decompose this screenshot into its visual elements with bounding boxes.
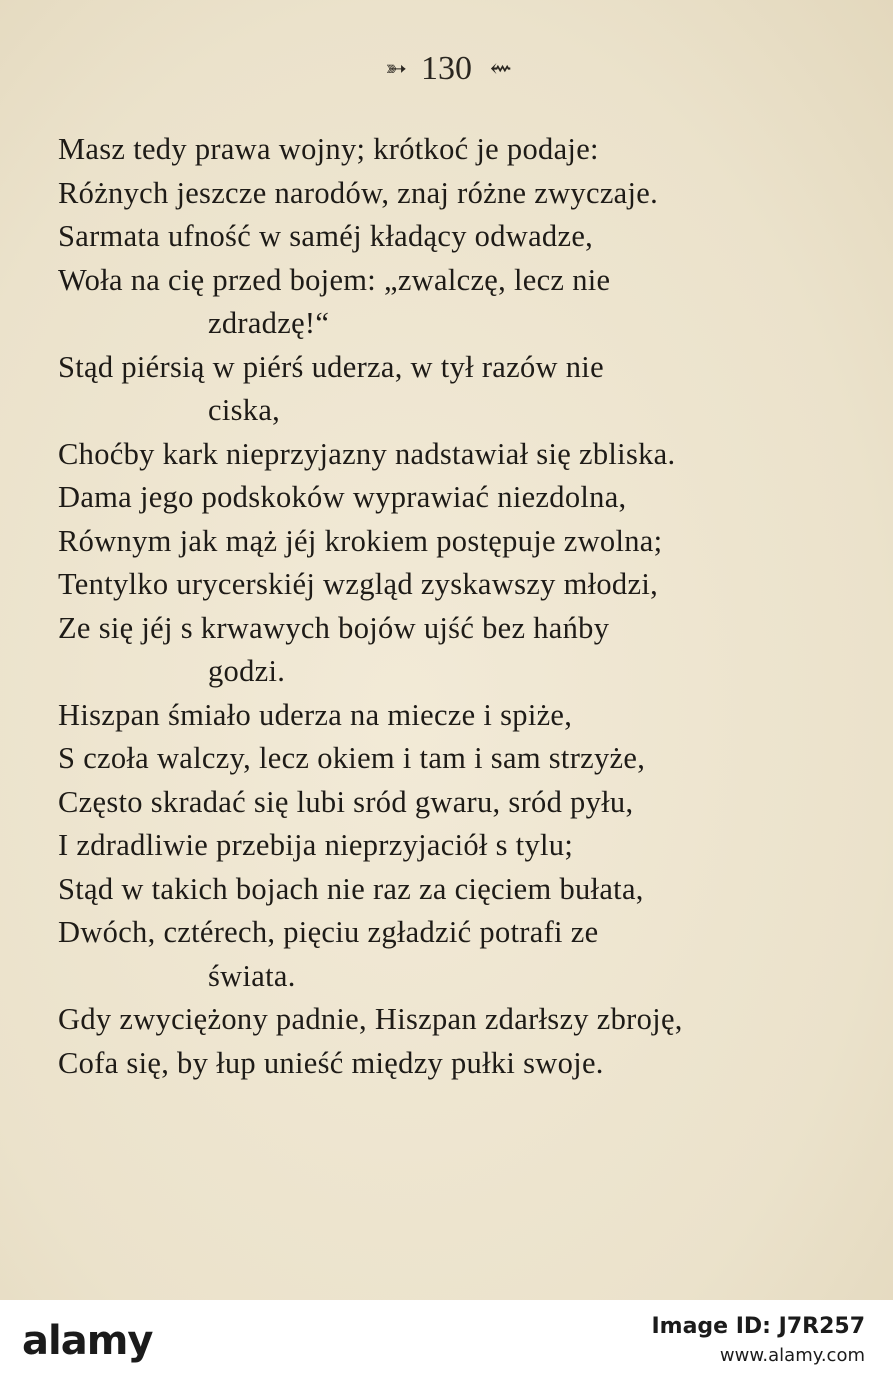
- poem-line: S czoła walczy, lecz okiem i tam i sam strzyże,: [58, 741, 646, 775]
- poem-line: Tentylko urycerskiéj wzgląd zyskawszy młodzi,: [58, 567, 659, 601]
- left-ornament-icon: ➳: [385, 54, 403, 84]
- poem-text: [58, 128, 848, 1085]
- poem-line: Sarmata ufność w saméj kładący odwadze,: [58, 219, 594, 253]
- poem-line: Dama jego podskoków wyprawiać niezdolna,: [58, 480, 627, 514]
- watermark-info: [651, 1312, 865, 1370]
- poem-line: Woła na cię przed bojem: „zwalczę, lecz nie: [58, 262, 611, 297]
- poem-line: Gdy zwyciężony padnie, Hiszpan zdarłszy zbroję,: [58, 1002, 683, 1036]
- poem-line-continuation: zdradzę!“: [208, 306, 330, 340]
- page-header: [0, 52, 893, 86]
- watermark-bar: [0, 1300, 893, 1390]
- poem-line: Choćby kark nieprzyjazny nadstawiał się zbliska.: [58, 436, 676, 471]
- poem-line-continuation: ciska,: [208, 393, 281, 427]
- right-ornament-icon: ⇜: [490, 54, 508, 84]
- poem-line: Hiszpan śmiało uderza na miecze i spiże,: [58, 697, 573, 732]
- poem-line: Cofa się, by łup unieść między pułki swoje.: [58, 1045, 604, 1080]
- poem-line: Masz tedy prawa wojny; krótkoć je podaje:: [58, 132, 599, 166]
- poem-line: Równym jak mąż jéj krokiem postępuje zwolna;: [58, 523, 663, 558]
- poem-line: Ze się jéj s krwawych bojów ujść bez hańby: [58, 610, 610, 645]
- page-number: 130: [421, 50, 472, 87]
- poem-line-continuation: świata.: [208, 958, 296, 993]
- poem-line: Stąd w takich bojach nie raz za cięciem bułata,: [58, 871, 644, 906]
- poem-line: Często skradać się lubi sród gwaru, sród pyłu,: [58, 784, 634, 819]
- watermark-logo: alamy: [22, 1318, 153, 1364]
- poem-line: Dwóch, cztérech, pięciu zgładzić potrafi ze: [58, 915, 599, 949]
- watermark-url: www.alamy.com: [719, 1345, 865, 1366]
- poem-line-continuation: godzi.: [208, 654, 286, 688]
- poem-line: I zdradliwie przebija nieprzyjaciół s tylu;: [58, 828, 574, 862]
- poem-line: Stąd piérsią w piérś uderza, w tył razów nie: [58, 349, 604, 384]
- poem-line: Różnych jeszcze narodów, znaj różne zwyczaje.: [58, 175, 659, 210]
- watermark-image-id: Image ID: J7R257: [651, 1314, 865, 1339]
